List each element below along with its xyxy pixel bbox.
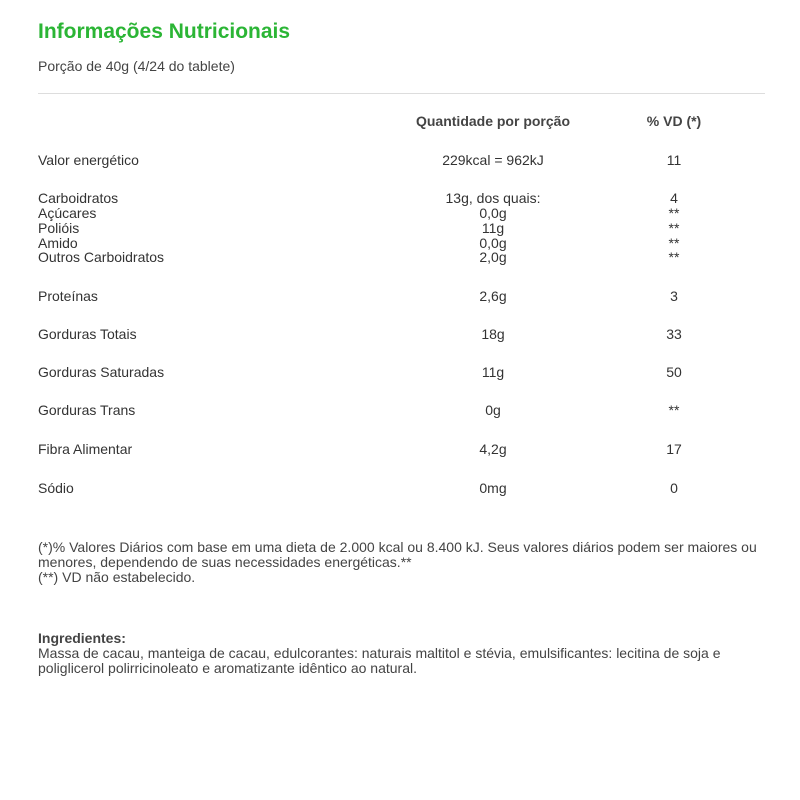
nutrient-row-proteins	[0, 288, 800, 304]
nutrient-name: Açúcares	[38, 205, 97, 221]
nutrient-daily-value: **	[668, 205, 680, 221]
nutrient-daily-value: **	[668, 402, 680, 418]
nutrient-name: Fibra Alimentar	[38, 441, 133, 457]
nutrient-daily-value: 50	[666, 364, 682, 380]
nutrient-daily-value: 3	[670, 288, 678, 304]
ingredients-title: Ingredientes:	[38, 630, 126, 646]
nutrient-row-energy	[0, 152, 800, 168]
nutrient-quantity: 11g	[481, 220, 505, 236]
nutrient-quantity: 229kcal = 962kJ	[442, 152, 544, 168]
column-header-quantity: Quantidade por porção	[415, 113, 570, 129]
nutrient-row-fiber	[0, 441, 800, 457]
nutrient-quantity: 0,0g	[479, 235, 507, 251]
nutrient-daily-value: 33	[666, 326, 682, 342]
page-title: Informações Nutricionais	[38, 20, 291, 43]
footnotes	[38, 540, 763, 585]
nutrient-name: Polióis	[38, 220, 80, 236]
nutrient-quantity: 2,6g	[479, 288, 507, 304]
nutrient-row-trans-fat	[0, 402, 800, 418]
nutrient-daily-value: **	[668, 235, 680, 251]
column-header-daily-value: % VD (*)	[646, 113, 702, 129]
nutrient-row-carbohydrates	[0, 190, 800, 206]
daily-value-footnote: (*)% Valores Diários com base em uma dieta de 2.000 kcal ou 8.400 kJ. Seus valores diários podem ser maiores ou menores, dependendo de suas necessidades energéticas.**	[38, 539, 757, 570]
nutrient-quantity: 0mg	[479, 480, 507, 496]
nutrient-row-total-fat	[0, 326, 800, 342]
portion-size: Porção de 40g (4/24 do tablete)	[38, 58, 235, 74]
ingredients-text: Massa de cacau, manteiga de cacau, edulcorantes: naturais maltitol e stévia, emulsificantes: lecitina de soja e poliglicerol polirricinoleato e aromatizante idêntico ao natural.	[38, 645, 721, 676]
nutrient-daily-value: 4	[670, 190, 678, 206]
nutrient-quantity: 18g	[481, 326, 505, 342]
nutrient-name: Proteínas	[38, 288, 98, 304]
nutrient-quantity: 0,0g	[479, 205, 507, 221]
nutrient-row-sodium	[0, 480, 800, 496]
nutrient-name: Sódio	[38, 480, 74, 496]
nutrient-quantity: 2,0g	[479, 249, 507, 265]
nutrient-name: Gorduras Totais	[38, 326, 137, 342]
nutrient-row-saturated-fat	[0, 364, 800, 380]
nutrient-name: Gorduras Saturadas	[38, 364, 165, 380]
ingredients-section	[38, 631, 763, 676]
nutrient-quantity: 4,2g	[479, 441, 507, 457]
nutrient-quantity: 13g, dos quais:	[445, 190, 541, 206]
nutrient-daily-value: 11	[666, 152, 682, 168]
not-established-footnote: (**) VD não estabelecido.	[38, 569, 196, 585]
nutrient-name: Amido	[38, 235, 78, 251]
nutrient-name: Outros Carboidratos	[38, 249, 165, 265]
nutrient-quantity: 0g	[485, 402, 501, 418]
nutrient-daily-value: **	[668, 249, 680, 265]
nutrient-quantity: 11g	[481, 364, 505, 380]
nutrient-name: Carboidratos	[38, 190, 119, 206]
nutrient-name: Gorduras Trans	[38, 402, 136, 418]
nutrient-daily-value: 17	[666, 441, 682, 457]
nutrient-row-sugars	[0, 205, 800, 221]
nutrient-daily-value: 0	[670, 480, 678, 496]
nutrient-name: Valor energético	[38, 152, 139, 168]
nutrient-daily-value: **	[668, 220, 680, 236]
nutrient-row-polyols	[0, 220, 800, 236]
divider	[38, 93, 765, 94]
nutrient-row-other-carbohydrates	[0, 249, 800, 265]
